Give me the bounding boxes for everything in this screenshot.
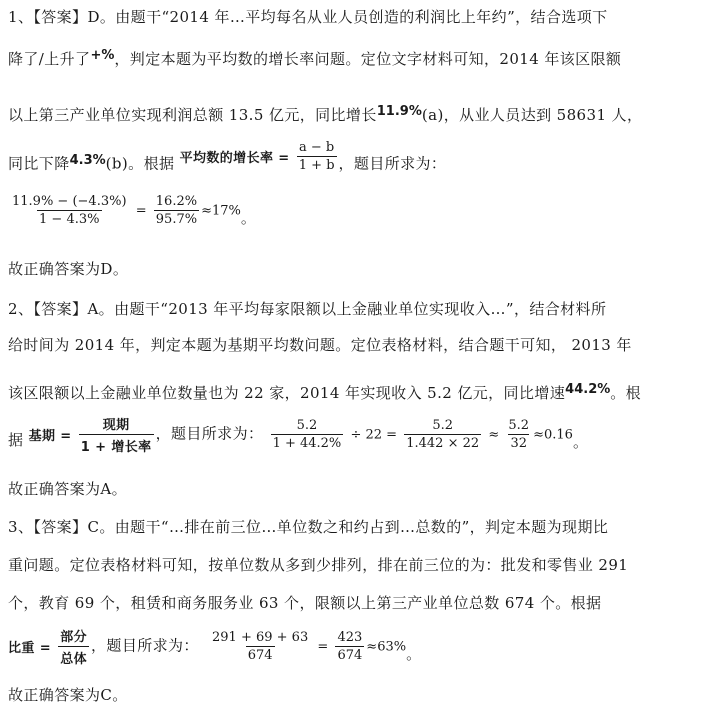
q1-calc-den-1: 1 − 4.3% <box>39 212 100 227</box>
q2-calc-end: 。 <box>572 432 589 451</box>
q3-line-4a: ，题目所求为： <box>91 636 199 655</box>
q3-conclusion: 故正确答案为C。 <box>8 686 128 704</box>
q1-line-3 <box>8 104 642 125</box>
q2-line-3 <box>8 382 641 403</box>
q2-calc-fraction-1 <box>271 418 344 451</box>
q2-calc-den-1: 1 + 44.2% <box>272 436 342 451</box>
q3-line-1: 3、【答案】C。由题干“…排在前三位…单位数之和约占到…总数的”，判定本题为现期比 <box>8 518 609 536</box>
q2-calc-den-3: 32 <box>510 436 528 451</box>
q3-formula-numerator: 部分 <box>60 630 88 645</box>
q2-calc-approx: ≈ <box>488 427 500 443</box>
q1-calculation <box>8 194 256 227</box>
q1-calc-num-2: 16.2% <box>155 194 198 209</box>
q2-line-3a: 该区限额以上金融业单位数量也为 22 家，2014 年实现收入 5.2 亿元，同比增速 <box>8 384 566 402</box>
q1-formula-label: 平均数的增长率 = <box>179 151 290 166</box>
q3-calc-den-2: 674 <box>337 648 363 663</box>
q1-calc-fraction-2 <box>154 194 199 227</box>
q2-calc-den-2: 1.442 × 22 <box>406 436 480 451</box>
q1-profit-growth: 11.9% <box>376 104 422 119</box>
q1-staff-decline: 4.3% <box>69 152 106 168</box>
q2-line-1: 2、【答案】A。由题干“2013 年平均每家限额以上金融业单位实现收入…”，结合材料所 <box>8 300 607 318</box>
q1-line-4 <box>8 140 447 181</box>
q1-line-2 <box>8 48 621 69</box>
q1-formula-numerator: a − b <box>299 140 335 155</box>
q2-line-3b: 。根 <box>610 384 642 402</box>
q1-line-4b: (b)。根据 <box>105 154 175 173</box>
q3-calc-num-2: 423 <box>337 630 363 645</box>
q2-line-4a: 据 <box>8 430 24 449</box>
q1-line-2b: ，判定本题为平均数的增长率问题。定位文字材料可知，2014 年该区限额 <box>114 50 622 68</box>
q2-calc-num-3: 5.2 <box>508 418 530 433</box>
q2-line-2: 给时间为 2014 年，判定本题为基期平均数问题。定位表格材料，结合题干可知， 2013 年 <box>8 336 632 354</box>
q3-calc-equals: = <box>317 639 329 655</box>
q3-formula-denominator: 总体 <box>58 646 89 667</box>
q3-calc-end: 。 <box>406 644 422 663</box>
q3-calc-num-1: 291 + 69 + 63 <box>212 630 309 645</box>
q1-conclusion: 故正确答案为D。 <box>8 260 129 278</box>
q1-formula-denominator: 1 + b <box>298 158 335 173</box>
q1-calc-equals: = <box>135 203 147 219</box>
q1-calc-num-1: 11.9% − (−4.3%) <box>12 194 127 209</box>
q1-rate-symbol: +% <box>90 48 115 63</box>
q2-formula-fraction <box>79 414 154 455</box>
q1-line-1: 1、【答案】D。由题干“2014 年…平均每名从业人员创造的利润比上年约”，结合选项下 <box>8 8 608 26</box>
q2-line-4b: ，题目所求为： <box>155 424 264 443</box>
q3-line-2: 重问题。定位表格材料可知，按单位数从多到少排列，排在前三位的为：批发和零售业 291 <box>8 556 629 574</box>
q1-formula-fraction <box>297 140 337 173</box>
q3-formula-label: 比重 = <box>8 641 52 656</box>
q2-calc-num-2: 5.2 <box>432 418 454 433</box>
q2-formula-label: 基期 = <box>28 429 72 444</box>
q2-calc-num-1: 5.2 <box>296 418 318 433</box>
q2-conclusion: 故正确答案为A。 <box>8 480 128 498</box>
q1-calc-result: ≈17% <box>201 203 241 219</box>
q2-calc-fraction-2 <box>404 418 481 451</box>
q3-calc-den-1: 674 <box>247 648 273 663</box>
q1-line-2a: 降了/上升了 <box>8 50 91 68</box>
q1-calc-den-2: 95.7% <box>155 212 198 227</box>
q1-line-4a: 同比下降 <box>8 154 70 173</box>
q3-calc-fraction-2 <box>335 630 364 663</box>
q1-calc-fraction-1 <box>10 194 129 227</box>
q1-line-3b: (a)，从业人员达到 58631 人， <box>421 106 643 124</box>
q2-calc-divide: ÷ 22 = <box>350 427 398 443</box>
q3-formula-fraction <box>58 626 89 667</box>
q2-calc-result: ≈0.16 <box>533 427 573 443</box>
q3-line-3: 个，教育 69 个，租赁和商务服务业 63 个，限额以上第三产业单位总数 674 个。根据 <box>8 594 602 612</box>
q2-line-4 <box>8 414 588 455</box>
q2-calc-fraction-3 <box>506 418 531 451</box>
q3-calc-result: ≈63% <box>366 639 407 655</box>
q2-growth-rate: 44.2% <box>565 382 611 397</box>
q3-line-4 <box>8 626 422 667</box>
q1-line-3a: 以上第三产业单位实现利润总额 13.5 亿元，同比增长 <box>8 106 377 124</box>
q2-formula-denominator: 1 + 增长率 <box>79 434 154 455</box>
q1-calc-end: 。 <box>240 208 257 227</box>
q3-calc-fraction-1 <box>210 630 310 663</box>
q2-formula-numerator: 现期 <box>102 418 130 433</box>
q1-line-4c: ，题目所求为： <box>338 154 447 173</box>
